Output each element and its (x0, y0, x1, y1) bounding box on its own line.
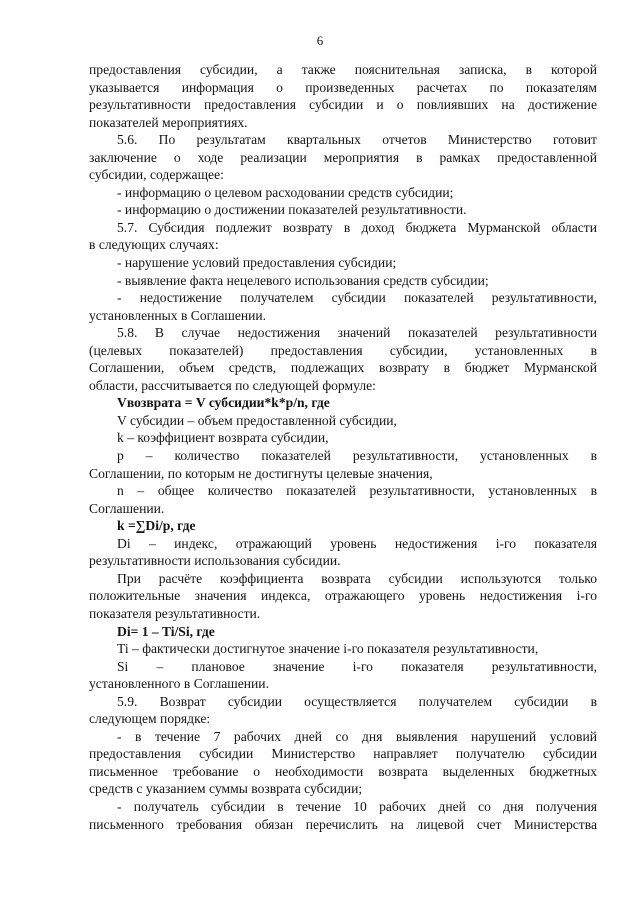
list-item: - нарушение условий предоставления субсидии; (117, 255, 397, 271)
list-item: - получатель субсидии в течение 10 рабочих дней со дня получения (117, 798, 597, 814)
text-line: При расчёте коэффициента возврата субсидии используются только (117, 570, 597, 586)
formula-definition: V субсидии – объем предоставленной субсидии, (117, 412, 397, 428)
text-line: Соглашении, объем средств, подлежащих возврату в бюджет Мурманской (89, 360, 597, 376)
text-line: письменное требование о необходимости возврата выделенных бюджетных (89, 763, 597, 779)
text-line: следующем порядке: (89, 711, 211, 727)
text-line: (целевых показателей) предоставления субсидии, установленных в (89, 342, 597, 358)
formula-v-return: Vвозврата = V субсидии*k*p/n, где (117, 395, 330, 411)
formula-definition: p – количество показателей результативности, установленных в (117, 448, 597, 464)
document-body (89, 61, 597, 833)
text-line: предоставления субсидии Министерство направляет получателю субсидии (89, 746, 597, 762)
formula-definition: Si – плановое значение i-го показателя результативности, (117, 658, 597, 674)
formula-di: Di= 1 – Ti/Si, где (117, 623, 215, 639)
text-line: субсидии, содержащее: (89, 167, 224, 183)
text-line: положительные значения индекса, отражающего уровень недостижения i-го (89, 588, 597, 604)
text-line: средств с указанием суммы возврата субсидии; (89, 781, 363, 797)
text-line: области, рассчитывается по следующей формуле: (89, 377, 376, 393)
page-number: 6 (316, 33, 324, 48)
text-line: предоставления субсидии, а также пояснительная записка, в которой (89, 62, 597, 77)
text-line: установленных в Соглашении. (89, 307, 267, 323)
text-line: показателя результативности. (89, 605, 261, 621)
paragraph-5-7-start: 5.7. Субсидия подлежит возврату в доход бюджета Мурманской области (117, 219, 597, 235)
text-line: установленного в Соглашении. (89, 676, 269, 692)
text-line: указывается информация о произведенных расчетах по показателям (89, 79, 597, 95)
paragraph-5-8-start: 5.8. В случае недостижения значений показателей результативности (117, 325, 597, 341)
list-item: - выявление факта нецелевого использования средств субсидии; (117, 272, 489, 288)
formula-definition: k – коэффициент возврата субсидии, (117, 430, 329, 446)
paragraph-5-9-start: 5.9. Возврат субсидии осуществляется получателем субсидии в (117, 693, 597, 709)
list-item: - информацию о достижении показателей результативности. (117, 202, 467, 218)
paragraph-5-6-start: 5.6. По результатам квартальных отчетов Министерство готовит (117, 132, 597, 148)
text-line: заключение о ходе реализации мероприятия в рамках предоставленной (89, 149, 597, 165)
text-line: результативности использования субсидии. (89, 553, 341, 569)
text-line: письменного требования обязан перечислить на лицевой счет Министерства (89, 816, 597, 832)
formula-definition: n – общее количество показателей результативности, установленных в (117, 483, 597, 499)
list-item: - информацию о целевом расходовании средств субсидии; (117, 184, 454, 200)
text-line: показателей мероприятиях. (89, 114, 248, 130)
text-line: результативности предоставления субсидии и о повлиявших на достижение (89, 97, 597, 113)
list-item: - недостижение получателем субсидии показателей результативности, (117, 290, 597, 306)
formula-definition: Ti – фактически достигнутое значение i-го показателя результативности, (117, 641, 539, 657)
formula-k: k =∑Di/p, где (117, 518, 196, 534)
list-item: - в течение 7 рабочих дней со дня выявления нарушений условий (117, 728, 597, 744)
formula-definition: Di – индекс, отражающий уровень недостижения i-го показателя (117, 535, 597, 551)
text-line: в следующих случаях: (89, 237, 219, 253)
text-line: Соглашении. (89, 500, 165, 516)
text-line: Соглашении, по которым не достигнуты целевые значения, (89, 465, 433, 481)
